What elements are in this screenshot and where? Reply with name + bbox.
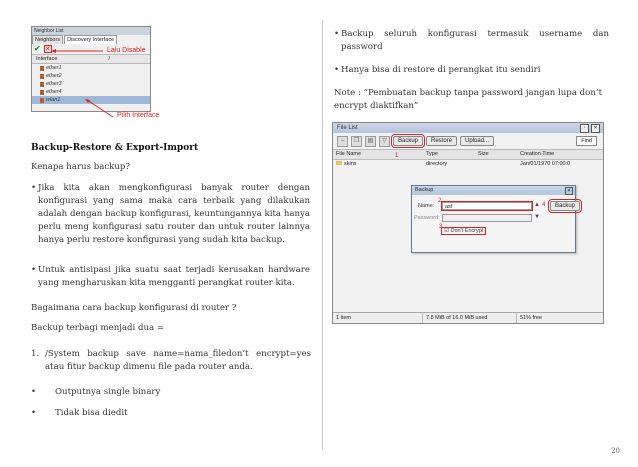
dialog-backup-button[interactable]: Backup xyxy=(550,201,580,211)
step-number-4: 4 xyxy=(542,202,546,208)
sub-bullet-marker: • xyxy=(31,408,37,418)
folder-name: skins xyxy=(333,160,423,169)
bullet-reason-1: • Jika kita akan mengkonfigurasi banyak router dengan konfigurasi yang sama maka cara terbaik yang dilakukan adalah dengan backup konfigurasi, keuntungannya kita hanya perlu meng konfigurasi satu router dan untuk router lainnya hanya perlu restore konfigurasi yang sudah kita backup. xyxy=(38,182,310,247)
dialog-title: Backup ✕ xyxy=(412,186,575,195)
sub-bullet-not-editable: Tidak bisa diedit xyxy=(55,408,128,418)
column-header: Interface / xyxy=(32,54,150,64)
list-number: 1. xyxy=(31,349,40,359)
question-how-backup: Bagaimana cara backup konfigurasi di router ? xyxy=(31,303,237,313)
name-label: Name: xyxy=(418,203,435,209)
annotation-disable: Lalu Disable xyxy=(107,47,146,54)
upload-button[interactable]: Upload... xyxy=(460,136,494,146)
neighbor-list-screenshot xyxy=(31,24,319,128)
filter-icon[interactable]: ▽ xyxy=(379,136,390,147)
section-heading: Backup-Restore & Export-Import xyxy=(31,143,199,153)
password-input[interactable] xyxy=(442,214,532,222)
note-text: Note : “Pembuatan backup tanpa password jangan lupa don’t encrypt diaktifkan” xyxy=(334,88,603,111)
step-number-1: 1 xyxy=(395,153,399,159)
bullet-backup-all: • Backup seluruh konfigurasi termasuk username dan password xyxy=(341,28,609,54)
step-number-2: 2 xyxy=(438,198,442,204)
question-why-backup: Kenapa harus backup? xyxy=(31,162,131,172)
close-icon[interactable]: ✕ xyxy=(44,45,51,53)
list-item[interactable]: ether1 xyxy=(32,64,150,72)
sub-bullet-marker: • xyxy=(31,387,37,397)
bullet-reason-2: • Untuk antisipasi jika suatu saat terjadi kerusakan hardware yang mengharuskan kita mengganti perangkat router kita. xyxy=(38,264,310,290)
dont-encrypt-checkbox[interactable]: ☑ Don't Encrypt xyxy=(444,228,484,234)
backup-button[interactable]: Backup xyxy=(393,136,423,146)
folder-icon xyxy=(336,161,342,165)
arrow-up-icon[interactable]: ▲ xyxy=(534,202,540,208)
list-item[interactable]: ether3 xyxy=(32,80,150,88)
column-divider xyxy=(322,20,323,450)
list-item[interactable]: ether2 xyxy=(32,72,150,80)
window-title: Neighbor List xyxy=(32,27,150,35)
restore-icon[interactable]: ▫ xyxy=(580,124,589,133)
minus-icon[interactable]: − xyxy=(337,136,348,147)
close-icon[interactable]: ✕ xyxy=(566,188,572,194)
table-header: File Name Type Size Creation Time xyxy=(333,149,603,160)
copy-icon[interactable]: ❐ xyxy=(351,136,362,147)
find-input[interactable]: Find xyxy=(576,136,597,146)
step-number-3: 3 xyxy=(439,224,443,230)
name-input[interactable]: asf xyxy=(442,202,532,210)
numbered-item-1: /System backup save name=nama_filedon’t encrypt=yes atau fitur backup dimenu file pada router anda. xyxy=(45,349,311,372)
annotation-pick-interface: Pilih Interface xyxy=(117,112,160,119)
file-list-screenshot xyxy=(332,122,604,324)
status-bar: 1 item 7.8 MiB of 16.0 MiB used 51% free xyxy=(333,312,603,323)
sub-bullet-single-binary: Outputnya single binary xyxy=(55,387,161,397)
tab-discovery-interface[interactable]: Discovery Interface xyxy=(64,35,117,44)
list-item[interactable]: ether4 xyxy=(32,88,150,96)
bullet-restore-same-device: • Hanya bisa di restore di perangkat itu sendiri xyxy=(341,64,609,77)
page-number: 20 xyxy=(611,447,620,455)
check-icon[interactable]: ✔ xyxy=(34,44,41,53)
paste-icon[interactable]: ▤ xyxy=(365,136,376,147)
toolbar xyxy=(333,133,603,149)
close-icon[interactable]: ✕ xyxy=(591,124,600,133)
tab-neighbors[interactable]: Neighbors xyxy=(32,35,63,44)
table-row[interactable]: skins directory Jan/01/1970 07:00:0 xyxy=(333,160,603,169)
restore-button[interactable]: Restore xyxy=(426,136,457,146)
backup-dialog xyxy=(411,185,576,253)
arrow-down-icon[interactable]: ▼ xyxy=(534,214,540,220)
list-item-selected[interactable]: wlan1 xyxy=(32,96,150,104)
password-label: Password: xyxy=(414,215,440,221)
window-title-bar: File List ▫ ✕ xyxy=(333,123,603,133)
backup-types-intro: Backup terbagi menjadi dua = xyxy=(31,323,165,333)
